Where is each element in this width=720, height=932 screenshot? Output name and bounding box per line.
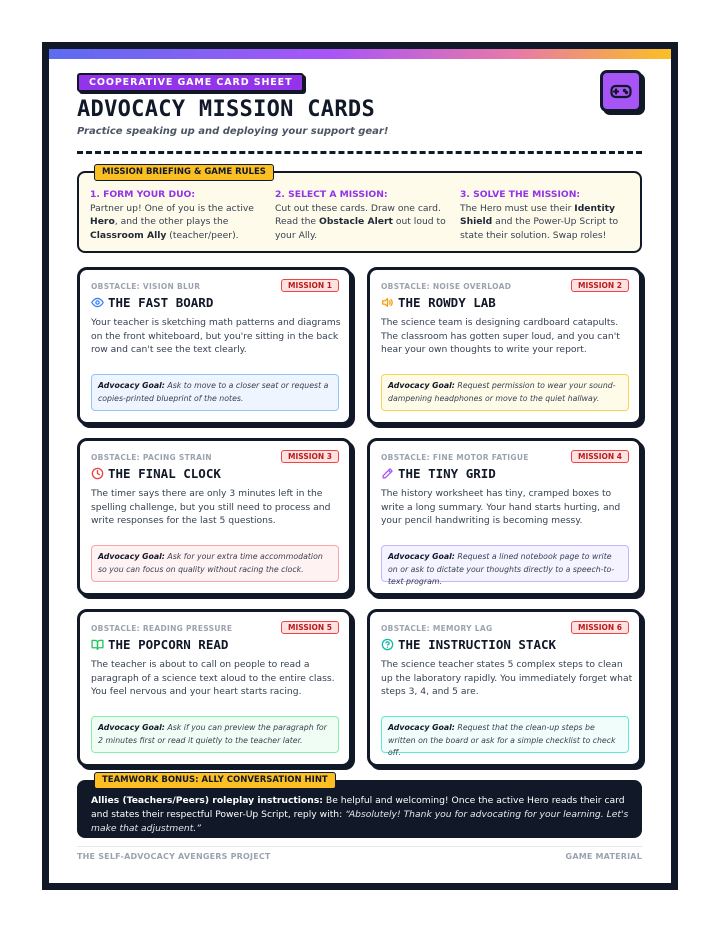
mission-tag: MISSION 1: [281, 279, 339, 292]
sheet-badge: COOPERATIVE GAME CARD SHEET: [77, 73, 304, 92]
goal-text: Request that the clean-up steps be written on the board or ask for a simple checklist to check off.: [388, 723, 616, 757]
rule-text: Partner up! One of you is the active: [90, 202, 254, 214]
rule-heading: 1. FORM YOUR DUO:: [90, 189, 196, 200]
divider: [77, 151, 642, 154]
goal-label: Advocacy Goal:: [98, 723, 165, 732]
obstacle-label: OBSTACLE: NOISE OVERLOAD: [381, 282, 512, 291]
card-title: [91, 466, 221, 481]
card-title: [381, 295, 496, 310]
goal-text: Ask to move to a closer seat or request a copies-printed blueprint of the notes.: [98, 381, 329, 403]
advocacy-goal: [91, 716, 339, 753]
rule-text: The Hero must use their: [460, 202, 575, 214]
rule-step-3: [460, 188, 635, 242]
rule-text: out loud to your Ally.: [275, 216, 446, 241]
advocacy-goal: [91, 545, 339, 582]
footer-project: THE SELF-ADVOCACY AVENGERS PROJECT: [77, 852, 271, 861]
page-subtitle: Practice speaking up and deploying your support gear!: [77, 126, 389, 137]
rule-text: Cut out these cards. Draw one card. Read the: [275, 202, 441, 227]
rule-bold: Obstacle Alert: [319, 216, 393, 227]
card-text: The science teacher states 5 complex steps to clean up the laboratory rapidly. You immediately forget what steps 3, 4, and 5 are.: [381, 659, 633, 697]
pencil-icon: [381, 467, 394, 480]
bonus-label: Allies (Teachers/Peers) roleplay instructions:: [91, 795, 323, 806]
footer-label: GAME MATERIAL: [565, 852, 642, 861]
mission-tag: MISSION 2: [571, 279, 629, 292]
rules-box: [77, 167, 642, 253]
card-title: [91, 295, 213, 310]
card-title-text: THE ROWDY LAB: [398, 295, 496, 310]
goal-text: Request permission to wear your sound-dampening headphones or move to the quiet hallway.: [388, 381, 616, 403]
rule-heading: 2. SELECT A MISSION:: [275, 189, 388, 200]
mission-card-3: [77, 438, 352, 596]
goal-label: Advocacy Goal:: [388, 723, 455, 732]
rule-step-2: [275, 188, 450, 242]
goal-label: Advocacy Goal:: [388, 552, 455, 561]
card-title-text: THE TINY GRID: [398, 466, 496, 481]
card-title-text: THE FINAL CLOCK: [108, 466, 221, 481]
advocacy-goal: [381, 716, 629, 757]
goal-text: Ask if you can preview the paragraph for 2 minutes first or read it quietly to the teacher later.: [98, 723, 327, 745]
gamepad-icon: [609, 79, 633, 103]
book-icon: [91, 638, 104, 651]
mission-card-5: [77, 609, 352, 767]
speaker-icon: [381, 296, 394, 309]
page-title: ADVOCACY MISSION CARDS: [77, 97, 375, 122]
rule-heading: 3. SOLVE THE MISSION:: [460, 189, 581, 200]
card-title-text: THE FAST BOARD: [108, 295, 214, 310]
mission-card-4: [367, 438, 642, 596]
card-text: Your teacher is sketching math patterns and diagrams on the front whiteboard, but you're sitting in the back row and can't see the text clearly.: [91, 317, 341, 355]
mission-tag: MISSION 5: [281, 621, 339, 634]
bonus-text: Be helpful and welcoming! Once the active Hero reads their card and states their respectful Power-Up Script, reply with:: [91, 795, 625, 820]
clock-icon: [91, 467, 104, 480]
goal-text: Request a lined notebook page to write on or ask to dictate your thoughts directly to a speech-to-text program.: [388, 552, 615, 586]
bonus-tag: TEAMWORK BONUS: ALLY CONVERSATION HINT: [94, 772, 336, 789]
goal-label: Advocacy Goal:: [98, 381, 165, 390]
card-title: [381, 637, 556, 652]
obstacle-label: OBSTACLE: PACING STRAIN: [91, 453, 212, 462]
card-title-text: THE INSTRUCTION STACK: [398, 637, 557, 652]
rule-text: , and the other plays the: [114, 216, 229, 227]
obstacle-label: OBSTACLE: VISION BLUR: [91, 282, 201, 291]
page-frame: [42, 42, 678, 890]
rule-bold: Identity Shield: [460, 202, 615, 227]
obstacle-label: OBSTACLE: READING PRESSURE: [91, 624, 233, 633]
goal-label: Advocacy Goal:: [98, 552, 165, 561]
bonus-quote: “Absolutely! Thank you for advocating for your learning. Let's make that adjustment.”: [91, 809, 629, 834]
mission-tag: MISSION 4: [571, 450, 629, 463]
rules-tag: MISSION BRIEFING & GAME RULES: [94, 164, 274, 181]
mission-card-2: [367, 267, 642, 425]
goal-text: Ask for your extra time accommodation so you can focus on quality without racing the clock.: [98, 552, 323, 574]
obstacle-label: OBSTACLE: FINE MOTOR FATIGUE: [381, 453, 529, 462]
teamwork-bonus: [77, 775, 642, 838]
advocacy-goal: [381, 374, 629, 411]
eye-icon: [91, 296, 104, 309]
logo: [600, 70, 642, 112]
mission-tag: MISSION 3: [281, 450, 339, 463]
goal-label: Advocacy Goal:: [388, 381, 455, 390]
rule-bold: Hero: [90, 216, 115, 227]
card-text: The timer says there are only 3 minutes left in the spelling challenge, but you still need to process and write responses for the last 5 questions.: [91, 488, 331, 526]
rule-bold: Classroom Ally: [90, 229, 167, 241]
card-text: The science team is designing cardboard catapults. The classroom has gotten super loud, and you can't hear your own thoughts to write your report.: [381, 317, 620, 355]
mission-card-1: [77, 267, 352, 425]
footer-divider: [77, 846, 642, 847]
card-title-text: THE POPCORN READ: [108, 637, 229, 652]
advocacy-goal: [381, 545, 629, 586]
card-text: The teacher is about to call on people to read a paragraph of a science text aloud to the entire class. You feel nervous and your heart starts racing.: [91, 659, 335, 697]
mission-tag: MISSION 6: [571, 621, 629, 634]
rule-text: and the Power-Up Script to state their solution. Swap roles!: [460, 216, 619, 241]
rule-text: (teacher/peer).: [166, 229, 239, 241]
rule-step-1: [90, 188, 265, 242]
help-icon: [381, 638, 394, 651]
card-text: The history worksheet has tiny, cramped boxes to write a long summary. Your hand starts hurting, and your pencil handwriting is becoming messy.: [381, 488, 621, 526]
gradient-bar: [49, 49, 671, 59]
card-title: [91, 637, 228, 652]
card-sheet: [49, 49, 671, 883]
advocacy-goal: [91, 374, 339, 411]
obstacle-label: OBSTACLE: MEMORY LAG: [381, 624, 493, 633]
mission-card-6: [367, 609, 642, 767]
card-title: [381, 466, 496, 481]
